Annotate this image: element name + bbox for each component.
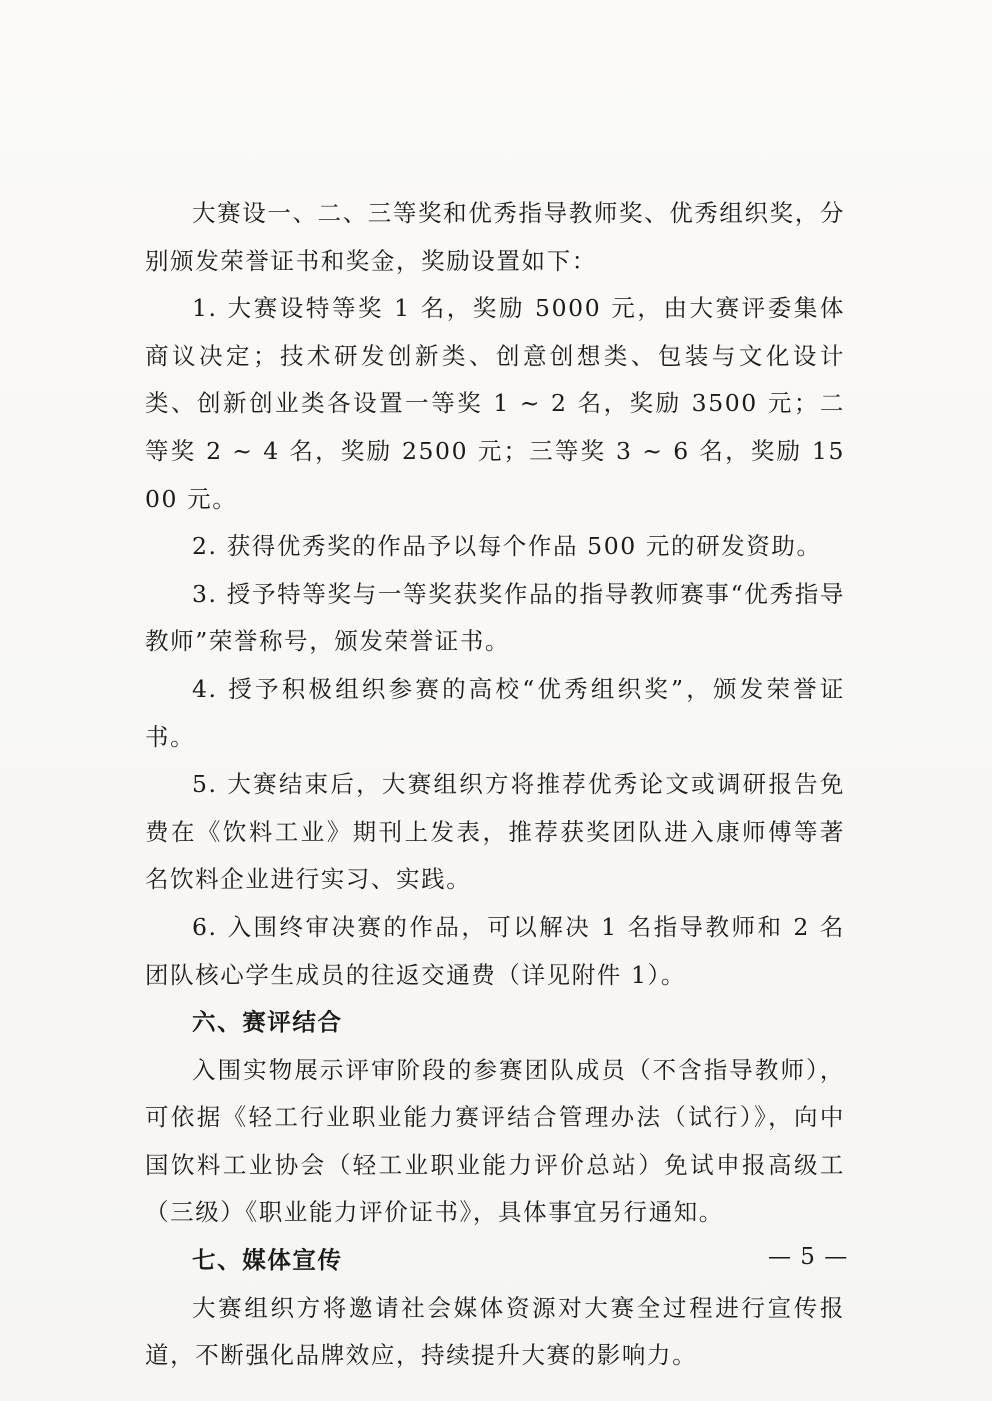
award-item-2: 2. 获得优秀奖的作品予以每个作品 500 元的研发资助。 [192, 532, 822, 561]
section-heading-7: 七、媒体宣传 [192, 1246, 343, 1275]
award-item-3: 3. 授予特等奖与一等奖获奖作品的指导教师赛事“优秀指导教师”荣誉称号，颁发荣誉证书。 [145, 579, 845, 656]
award-item-1: 1. 大赛设特等奖 1 名，奖励 5000 元，由大赛评委集体商议决定；技术研发创新类、创意创想类、包装与文化设计类、创新创业类各设置一等奖 1 ~ 2 名，奖励 3500 元；二等奖 2 ~ 4 名，奖励 2500 元；三等奖 3 ~ 6 名，奖励 1500 元。 [145, 294, 845, 513]
award-item-5: 5. 大赛结束后，大赛组织方将推荐优秀论文或调研报告免费在《饮料工业》期刊上发表，推荐获奖团队进入康师傅等著名饮料企业进行实习、实践。 [145, 770, 845, 894]
section-6-paragraph: 入围实物展示评审阶段的参赛团队成员（不含指导教师），可依据《轻工行业职业能力赛评结合管理办法（试行）》，向中国饮料工业协会（轻工业职业能力评价总站）免试申报高级工（三级）《职业能力评价证书》，具体事宜另行通知。 [145, 1055, 845, 1227]
page-number: — 5 — [768, 1244, 849, 1270]
award-item-6: 6. 入围终审决赛的作品，可以解决 1 名指导教师和 2 名团队核心学生成员的往返交通费（详见附件 1）。 [145, 912, 845, 989]
document-body [145, 190, 845, 1380]
award-item-4: 4. 授予积极组织参赛的高校“优秀组织奖”，颁发荣誉证书。 [145, 674, 845, 751]
section-heading-6: 六、赛评结合 [192, 1008, 343, 1037]
awards-intro-paragraph: 大赛设一、二、三等奖和优秀指导教师奖、优秀组织奖，分别颁发荣誉证书和奖金，奖励设置如下： [145, 199, 845, 275]
section-7-paragraph: 大赛组织方将邀请社会媒体资源对大赛全过程进行宣传报道，不断强化品牌效应，持续提升大赛的影响力。 [145, 1293, 845, 1370]
